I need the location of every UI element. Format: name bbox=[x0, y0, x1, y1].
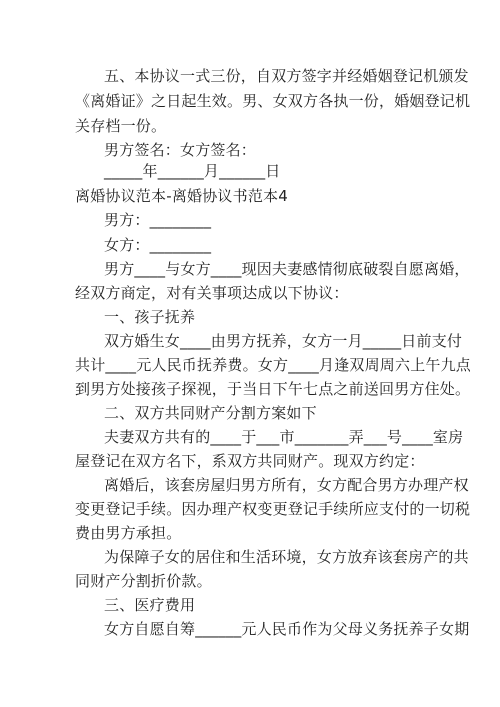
text-line: 夫妻双方共有的____于___市_______弄___号____室房 bbox=[104, 428, 464, 446]
signature-label-line: 男方签名：女方签名： bbox=[104, 141, 257, 159]
text-line: 费由男方承担。 bbox=[75, 524, 182, 542]
man-field-line: 男方：________ bbox=[104, 211, 212, 229]
heading-medical-expenses: 三、医疗费用 bbox=[104, 596, 196, 614]
text-line: 同财产分割折价款。 bbox=[75, 572, 212, 590]
text-line: 离婚后，该套房屋归男方所有，女方配合男方办理产权 bbox=[104, 476, 469, 494]
text-line: 《离婚证》之日起生效。男、女双方各执一份，婚姻登记机 bbox=[75, 92, 471, 110]
date-line: _____年______月______日 bbox=[104, 162, 281, 180]
text-line: 变更登记手续。因办理产权变更登记手续所应支付的一切税 bbox=[75, 500, 471, 518]
text-line: 双方婚生女____由男方抚养，女方一月_____日前支付 bbox=[104, 332, 463, 350]
text-line: 经双方商定，对有关事项达成以下协议： bbox=[75, 284, 349, 302]
text-line: 共计____元人民币抚养费。女方____月逢双周周六上午九点 bbox=[75, 356, 472, 374]
woman-field-line: 女方：________ bbox=[104, 236, 212, 254]
text-line: 关存档一份。 bbox=[75, 117, 167, 135]
heading-property-division: 二、双方共同财产分割方案如下 bbox=[104, 404, 317, 422]
text-line: 为保障子女的居住和生活环境，女方放弃该套房产的共 bbox=[104, 548, 469, 566]
text-line: 女方自愿自筹______元人民币作为父母义务抚养子女期 bbox=[104, 620, 470, 638]
text-line: 屋登记在双方名下，系双方共同财产。现双方约定： bbox=[75, 452, 425, 470]
heading-child-custody: 一、孩子抚养 bbox=[104, 308, 196, 326]
text-line: 五、本协议一式三份，自双方签字并经婚姻登记机颁发 bbox=[104, 67, 469, 85]
text-line: 到男方处接孩子探视，于当日下午七点之前送回男方住处。 bbox=[75, 380, 471, 398]
text-line: 男方____与女方____现因夫妻感情彻底破裂自愿离婚， bbox=[104, 260, 470, 278]
section-title: 离婚协议范本-离婚协议书范本4 bbox=[75, 187, 288, 205]
